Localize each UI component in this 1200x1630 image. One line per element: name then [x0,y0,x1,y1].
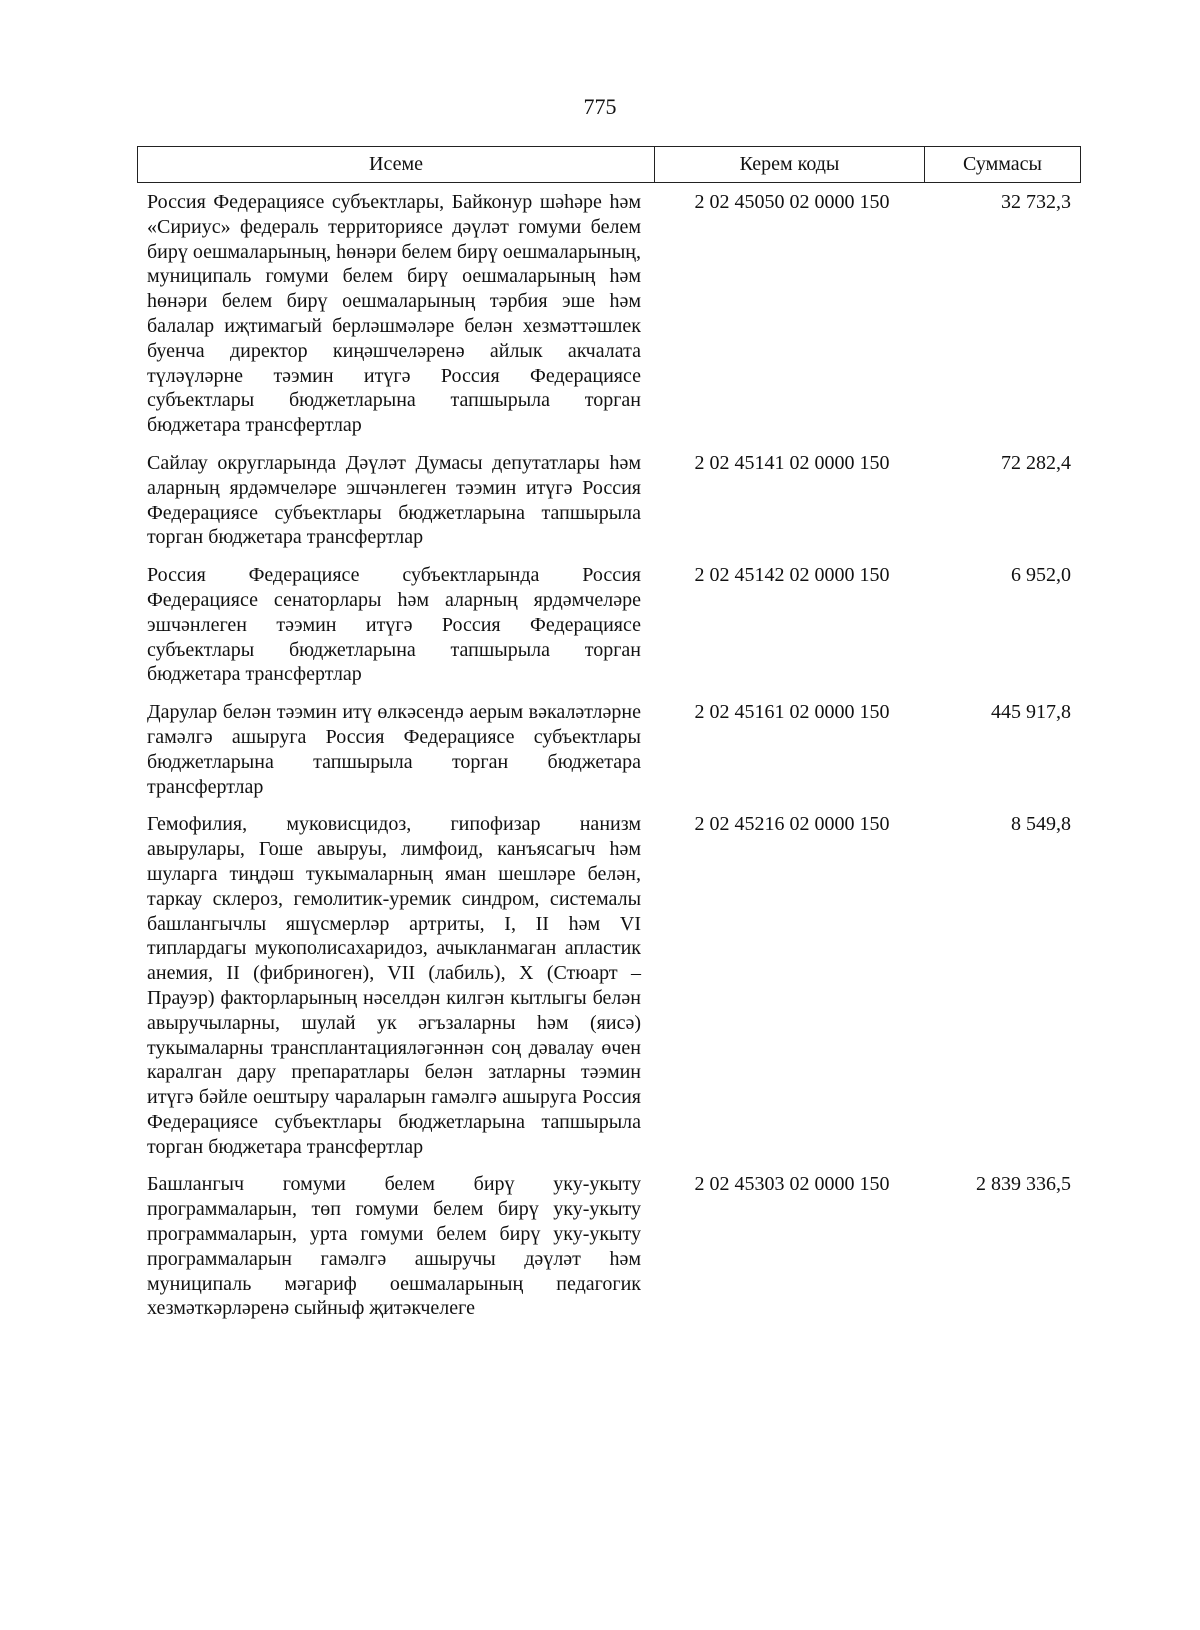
row-name: Россия Федерациясе субъектлары, Байконур шәһәре һәм «Сириус» федераль территориясе дәүләт гомуми белем бирү оешмаларының, һөнәри белем бирү оешмаларының, муниципаль гомуми белем бирү оешмаларының һәм һөнәри белем бирү оешмаларының тәрбия эше һәм балалар иҗтимагый берләшмәләре белән хезмәттәшлек буенча директор киңәшчеләренә айлык акчалата түләүләрне тәэмин итүгә Россия Федерациясе субъектлары бюджетларына тапшырыла торган бюджетара трансфертлар [147,191,641,437]
row-code: 2 02 45303 02 0000 150 [694,1173,890,1196]
row-name: Россия Федерациясе субъектларында Россия Федерациясе сенаторлары һәм аларның ярдәмчеләре эшчәнлеген тәэмин итүгә Россия Федерациясе субъектлары бюджетларына тапшырыла торган бюджетара трансфертлар [147,564,641,686]
row-sum: 32 732,3 [1001,191,1071,213]
table-row [147,700,1091,799]
row-sum: 8 549,8 [1011,813,1071,836]
table-row [147,1172,1091,1321]
row-code: 2 02 45216 02 0000 150 [694,813,890,836]
table-row [147,190,1091,438]
table-row [147,563,1091,687]
column-header-name: Исеме [138,147,655,182]
table-row [147,812,1091,1159]
row-sum: 445 917,8 [991,701,1071,724]
row-name: Башлангыч гомуми белем бирү уку-укыту программаларын, төп гомуми белем бирү уку-укыту программаларын, урта гомуми белем бирү уку-укыту программаларын гамәлгә ашыручы дәүләт һәм муниципаль мәгариф оешмаларының педагогик хезмәткәрләренә сыйныф җитәкчелеге [147,1173,641,1320]
table-header [137,146,1081,183]
row-code: 2 02 45142 02 0000 150 [694,564,890,587]
column-header-code: Керем коды [655,147,925,182]
row-name: Гемофилия, муковисцидоз, гипофизар нанизм авырулары, Гоше авыруы, лимфоид, канъясагыч һәм шуларга тиңдәш тукымаларның яман шешләре белән, таркау склероз, гемолитик-уремик синдром, системалы башлангычлы яшүсмерләр артриты, I, II һәм VI типлардагы мукополисахаридоз, ачыкланмаган апластик анемия, II (фибриноген), VII (лабиль), X (Стюарт – Прауэр) факторларының нәселдән килгән кытлыгы белән авыручыларны, шулай ук әгъзаларны һәм (яисә) тукымаларны трансплантацияләгәннән соң дәвалау өчен каралган дару препаратлары белән затларны тәэмин итүгә бәйле оештыру чараларын гамәлгә ашыруга Россия Федерациясе субъектлары бюджетларына тапшырыла торган бюджетара трансфертлар [147,813,641,1158]
row-sum: 72 282,4 [1001,451,1071,474]
row-sum: 6 952,0 [1011,564,1071,587]
column-header-sum: Суммасы [963,153,1042,175]
row-code: 2 02 45050 02 0000 150 [694,191,890,213]
table-row [147,451,1091,550]
table-body [147,190,1091,1334]
page-number: 775 [583,94,617,119]
row-name: Дарулар белән тәэмин итү өлкәсендә аерым вәкаләтләрне гамәлгә ашыруга Россия Федерациясе субъектлары бюджетларына тапшырыла торган бюджетара трансфертлар [147,701,641,798]
row-sum: 2 839 336,5 [976,1173,1071,1196]
row-code: 2 02 45161 02 0000 150 [694,701,890,724]
row-name: Сайлау округларында Дәүләт Думасы депутатлары һәм аларның ярдәмчеләре эшчәнлеген тәэмин итүгә Россия Федерациясе субъектлары бюджетларына тапшырыла торган бюджетара трансфертлар [147,451,641,549]
row-code: 2 02 45141 02 0000 150 [694,451,890,474]
